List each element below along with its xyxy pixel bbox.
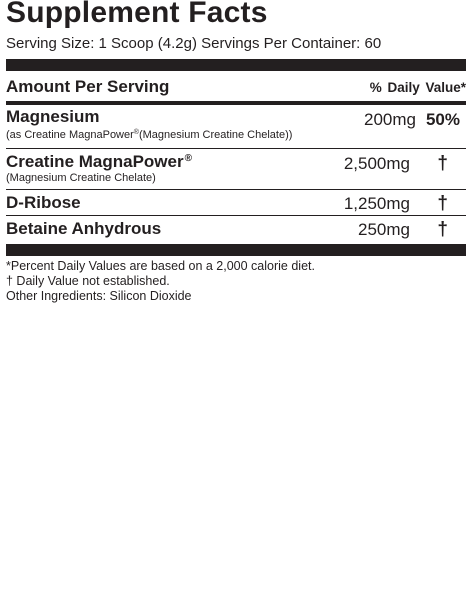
header-divider [6, 101, 466, 105]
panel-title: Supplement Facts [6, 0, 268, 29]
nutrient-name-d-ribose: D-Ribose [6, 193, 81, 212]
daily-value-header: % Daily Value* [369, 80, 466, 95]
nutrient-source-magnesium: (as Creatine MagnaPower®(Magnesium Creatine Chelate)) [6, 129, 293, 141]
bottom-thick-bar [6, 244, 466, 256]
nutrient-dv-magnesium: 50% [425, 110, 460, 129]
nutrient-name-betaine: Betaine Anhydrous [6, 219, 162, 238]
nutrient-amount-creatine: 2,500mg [343, 154, 410, 173]
other-ingredients: Other Ingredients: Silicon Dioxide [6, 289, 192, 303]
nutrient-amount-magnesium: 200mg [364, 110, 416, 129]
nutrient-dv-d-ribose: † [437, 193, 448, 214]
nutrient-name-creatine: Creatine MagnaPower® [6, 152, 192, 171]
row-divider [6, 148, 466, 149]
nutrient-name-magnesium: Magnesium [6, 107, 100, 126]
nutrient-dv-creatine: † [437, 153, 448, 174]
row-divider [6, 189, 466, 190]
footnote-dagger: † Daily Value not established. [6, 274, 170, 288]
top-thick-bar [6, 59, 466, 71]
registered-mark: ® [133, 129, 139, 136]
registered-mark: ® [184, 153, 192, 164]
footnote-percent-dv: *Percent Daily Values are based on a 2,000 calorie diet. [6, 259, 315, 273]
amount-per-serving-header: Amount Per Serving [6, 77, 170, 96]
nutrient-source-creatine: (Magnesium Creatine Chelate) [6, 172, 156, 184]
nutrient-amount-betaine: 250mg [358, 220, 410, 239]
nutrient-amount-d-ribose: 1,250mg [343, 194, 410, 213]
row-divider [6, 215, 466, 216]
serving-info: Serving Size: 1 Scoop (4.2g) Servings Per Container: 60 [6, 35, 382, 52]
nutrient-dv-betaine: † [437, 219, 448, 240]
